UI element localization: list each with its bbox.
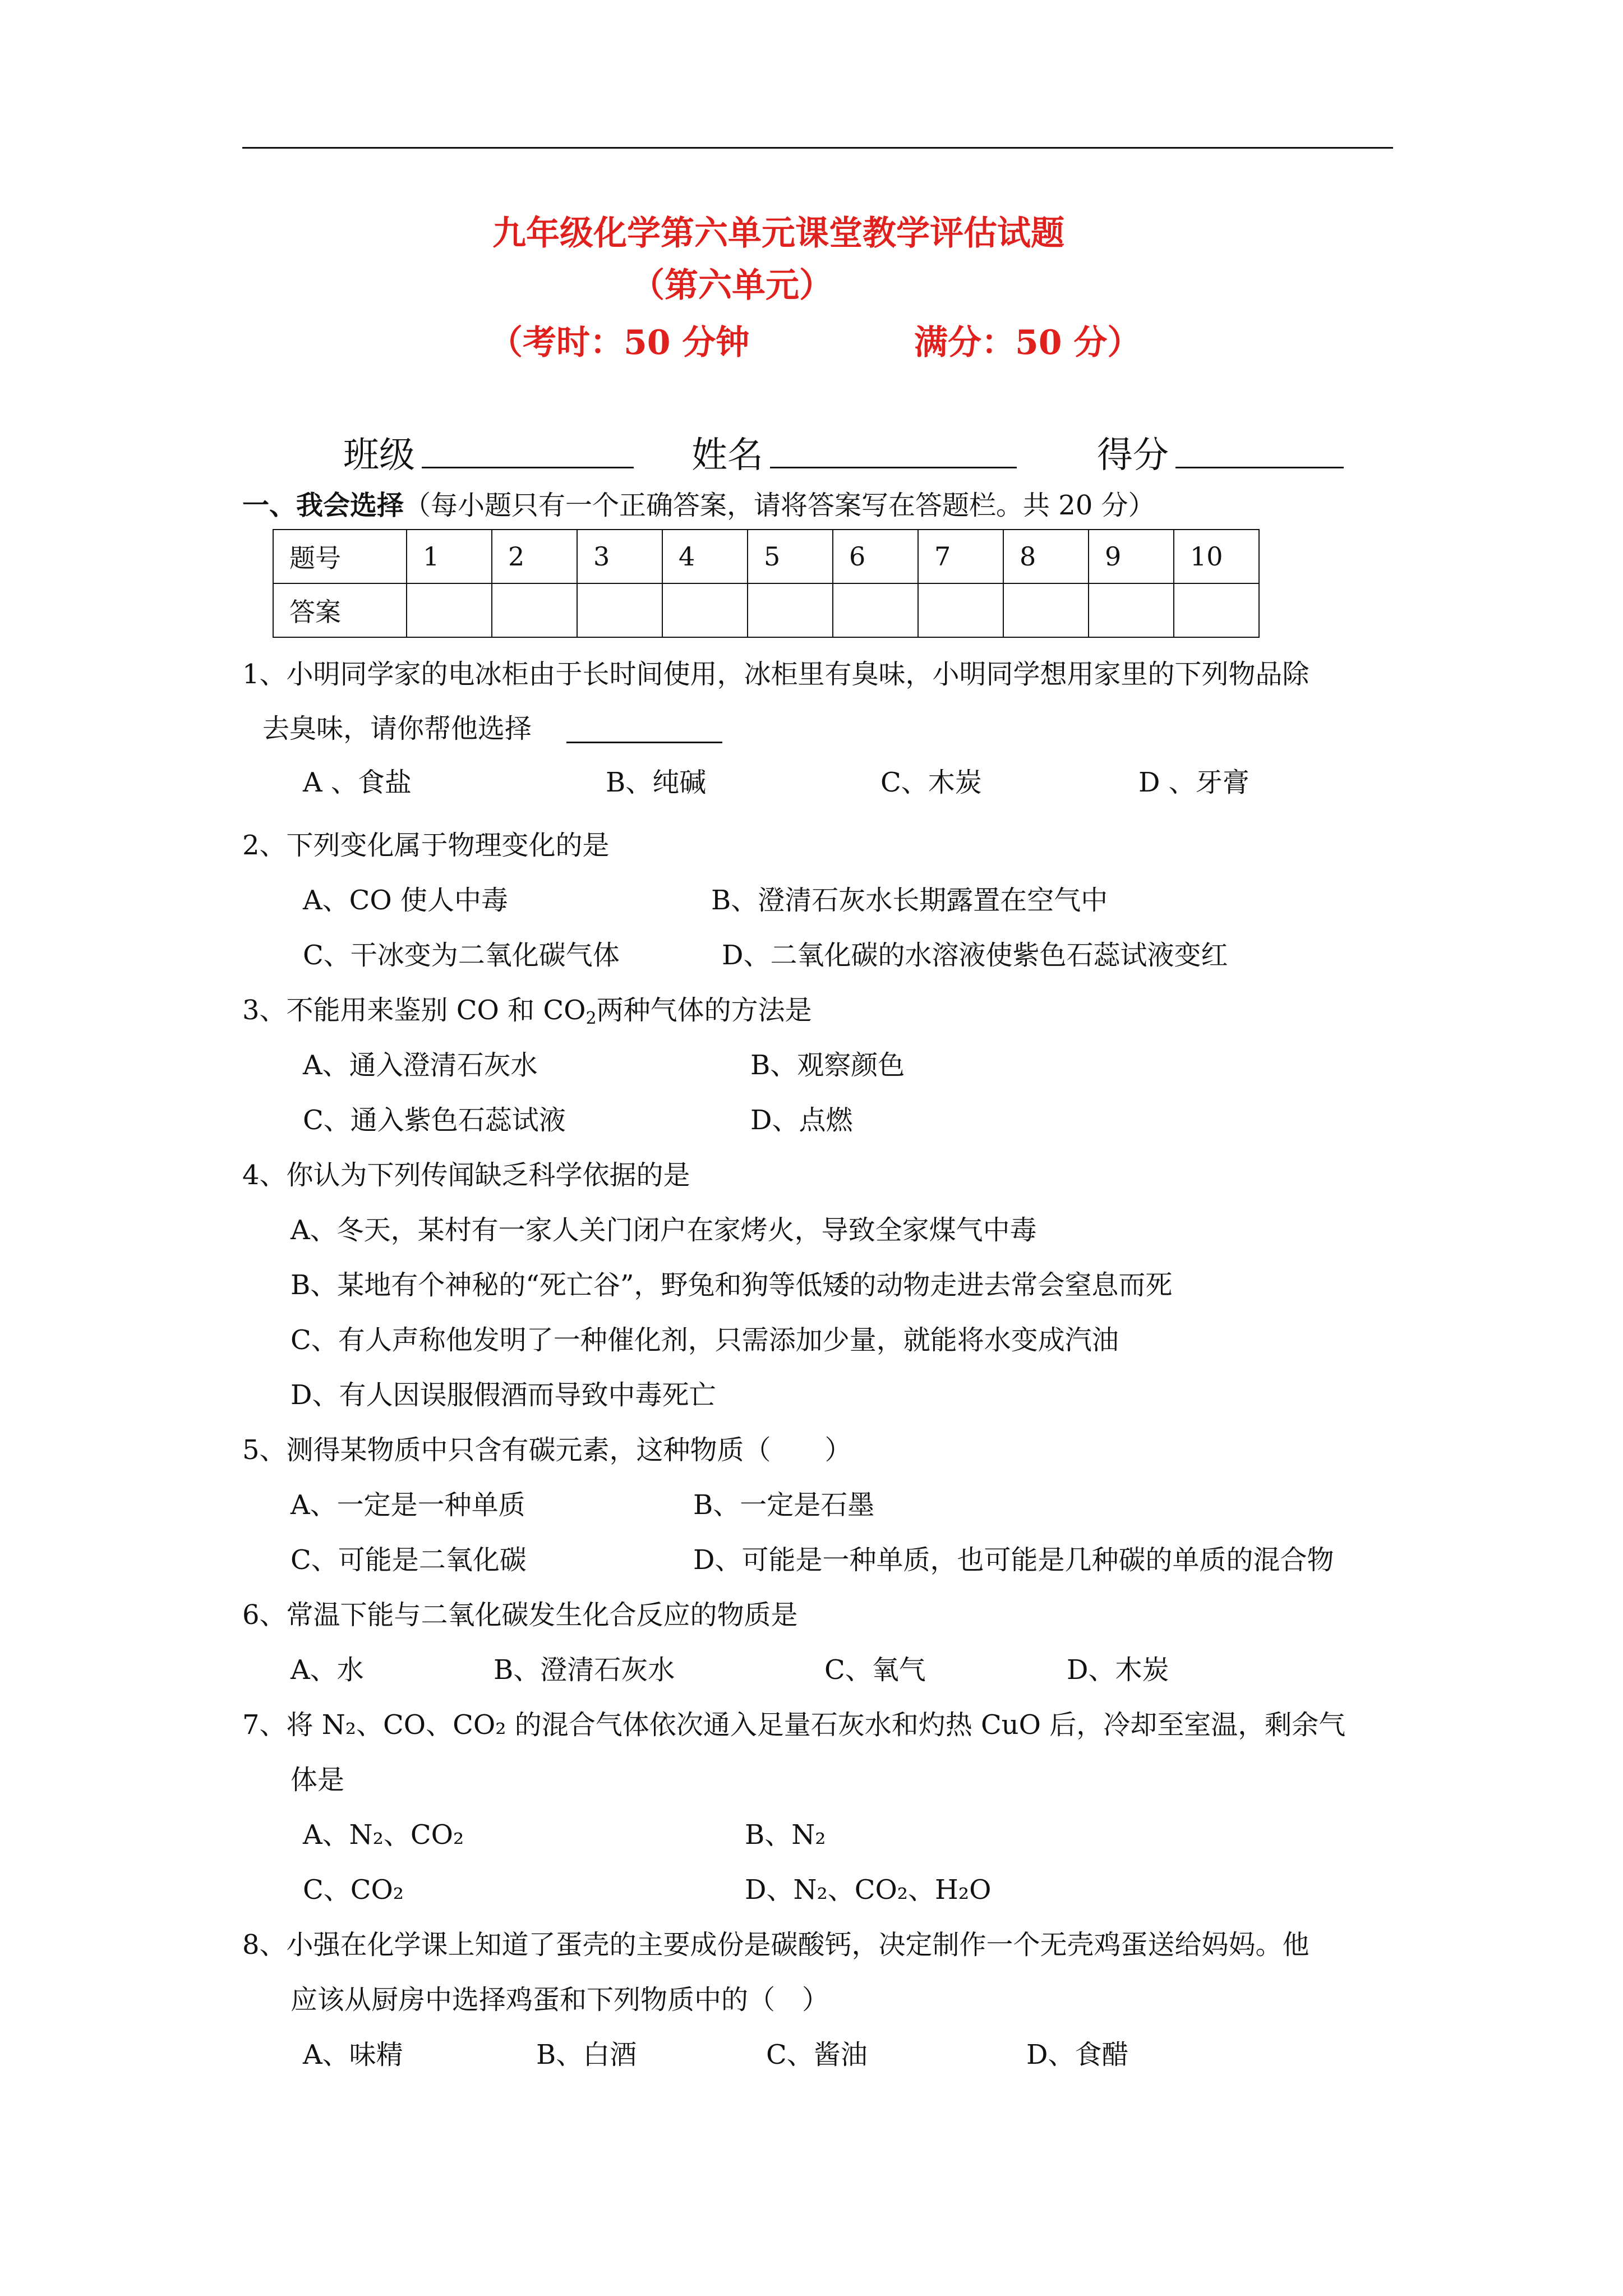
row-label-answers: 答案 (273, 583, 407, 637)
number-cell: 5 (748, 530, 833, 583)
class-label: 班级 (343, 435, 415, 476)
q3-option-d: D、点燃 (750, 1105, 853, 1136)
q1-option-c: C、木炭 (880, 767, 982, 798)
answer-table-number-row (273, 530, 1259, 583)
answer-cell[interactable] (492, 583, 577, 637)
answer-cell[interactable] (918, 583, 1003, 637)
score-field[interactable] (1175, 467, 1344, 468)
number-cell: 10 (1174, 530, 1259, 583)
q6-option-d: D、木炭 (1067, 1654, 1169, 1686)
q7-option-c: C、CO₂ (303, 1874, 404, 1906)
q5-option-a: A、一定是一种单质 (291, 1489, 525, 1521)
exam-full-score: 满分：50 分） (914, 323, 1141, 362)
exam-subtitle: （第六单元） (631, 266, 833, 305)
row-label-numbers: 题号 (273, 530, 407, 583)
answer-cell[interactable] (1089, 583, 1174, 637)
number-cell: 7 (918, 530, 1003, 583)
answer-table-answer-row (273, 583, 1259, 637)
score-label: 得分 (1097, 435, 1169, 476)
q1-option-d: D 、牙膏 (1138, 767, 1249, 798)
q5-option-d: D、可能是一种单质，也可能是几种碳的单质的混合物 (693, 1544, 1334, 1576)
number-cell: 2 (492, 530, 577, 583)
q8-option-a: A、味精 (303, 2039, 403, 2070)
number-cell: 6 (833, 530, 918, 583)
q8-option-c: C、酱油 (766, 2039, 868, 2070)
q4-option-b: B、某地有个神秘的“死亡谷”，野兔和狗等低矮的动物走进去常会窒息而死 (291, 1269, 1173, 1301)
exam-title: 九年级化学第六单元课堂教学评估试题 (492, 214, 1064, 253)
q3-option-a: A、通入澄清石灰水 (303, 1050, 538, 1081)
name-label: 姓名 (691, 435, 763, 476)
q6-stem: 6、常温下能与二氧化碳发生化合反应的物质是 (242, 1599, 798, 1631)
q3-stem-pre: 3、不能用来鉴别 CO 和 CO (242, 995, 586, 1026)
number-cell: 4 (662, 530, 748, 583)
q3-stem (242, 995, 812, 1028)
q2-option-d: D、二氧化碳的水溶液使紫色石蕊试液变红 (722, 940, 1228, 971)
q1-stem-line2: 去臭味，请你帮他选择 (262, 713, 532, 744)
q7-stem-line1: 7、将 N₂、CO、CO₂ 的混合气体依次通入足量石灰水和灼热 CuO 后，冷却至室温，剩余气 (242, 1709, 1346, 1741)
q8-stem-line2: 应该从厨房中选择鸡蛋和下列物质中的（ ） (291, 1984, 829, 2016)
q1-answer-blank[interactable] (566, 742, 722, 743)
answer-cell[interactable] (407, 583, 492, 637)
name-field[interactable] (770, 467, 1017, 468)
q8-stem-line1: 8、小强在化学课上知道了蛋壳的主要成份是碳酸钙，决定制作一个无壳鸡蛋送给妈妈。他 (242, 1929, 1310, 1961)
q4-option-d: D、有人因误服假酒而导致中毒死亡 (291, 1379, 716, 1411)
q2-option-a: A、CO 使人中毒 (303, 885, 509, 916)
q2-stem: 2、下列变化属于物理变化的是 (242, 830, 610, 861)
number-cell: 1 (407, 530, 492, 583)
section1-note: （每小题只有一个正确答案，请将答案写在答题栏。共 20 分） (404, 490, 1155, 521)
answer-cell[interactable] (662, 583, 748, 637)
q4-option-c: C、有人声称他发明了一种催化剂，只需添加少量，就能将水变成汽油 (291, 1324, 1119, 1356)
q3-stem-subscript: 2 (585, 1009, 597, 1028)
q7-option-a: A、N₂、CO₂ (303, 1819, 464, 1851)
q2-option-c: C、干冰变为二氧化碳气体 (303, 940, 620, 971)
number-cell: 9 (1089, 530, 1174, 583)
number-cell: 3 (577, 530, 662, 583)
q5-option-b: B、一定是石墨 (693, 1489, 875, 1521)
answer-cell[interactable] (1003, 583, 1089, 637)
q7-option-b: B、N₂ (745, 1819, 826, 1851)
class-field[interactable] (422, 467, 634, 468)
answer-table (273, 529, 1260, 638)
q3-stem-post: 两种气体的方法是 (596, 995, 812, 1026)
q6-option-a: A、水 (291, 1654, 364, 1686)
q1-option-b: B、纯碱 (606, 767, 707, 798)
q7-option-d: D、N₂、CO₂、H₂O (745, 1874, 992, 1906)
q1-stem-line1: 1、小明同学家的电冰柜由于长时间使用，冰柜里有臭味，小明同学想用家里的下列物品除 (242, 659, 1310, 690)
q5-stem: 5、测得某物质中只含有碳元素，这种物质（ ） (242, 1434, 852, 1466)
exam-time: （考时：50 分钟 (489, 323, 750, 362)
q3-option-c: C、通入紫色石蕊试液 (303, 1105, 566, 1136)
answer-cell[interactable] (1174, 583, 1259, 637)
q6-option-b: B、澄清石灰水 (494, 1654, 675, 1686)
section1-heading (242, 492, 1155, 519)
section1-title: 一、我会选择 (242, 490, 404, 521)
q5-option-c: C、可能是二氧化碳 (291, 1544, 527, 1576)
answer-cell[interactable] (577, 583, 662, 637)
answer-cell[interactable] (748, 583, 833, 637)
q4-option-a: A、冬天，某村有一家人关门闭户在家烤火，导致全家煤气中毒 (291, 1214, 1037, 1246)
q2-option-b: B、澄清石灰水长期露置在空气中 (711, 885, 1108, 916)
answer-cell[interactable] (833, 583, 918, 637)
header-rule (242, 147, 1393, 149)
q8-option-d: D、食醋 (1026, 2039, 1129, 2070)
number-cell: 8 (1003, 530, 1089, 583)
q4-stem: 4、你认为下列传闻缺乏科学依据的是 (242, 1159, 690, 1191)
q7-stem-line2: 体是 (291, 1764, 345, 1796)
q8-option-b: B、白酒 (536, 2039, 637, 2070)
q6-option-c: C、氧气 (824, 1654, 926, 1686)
q3-option-b: B、观察颜色 (750, 1050, 905, 1081)
q1-option-a: A 、食盐 (303, 767, 412, 798)
